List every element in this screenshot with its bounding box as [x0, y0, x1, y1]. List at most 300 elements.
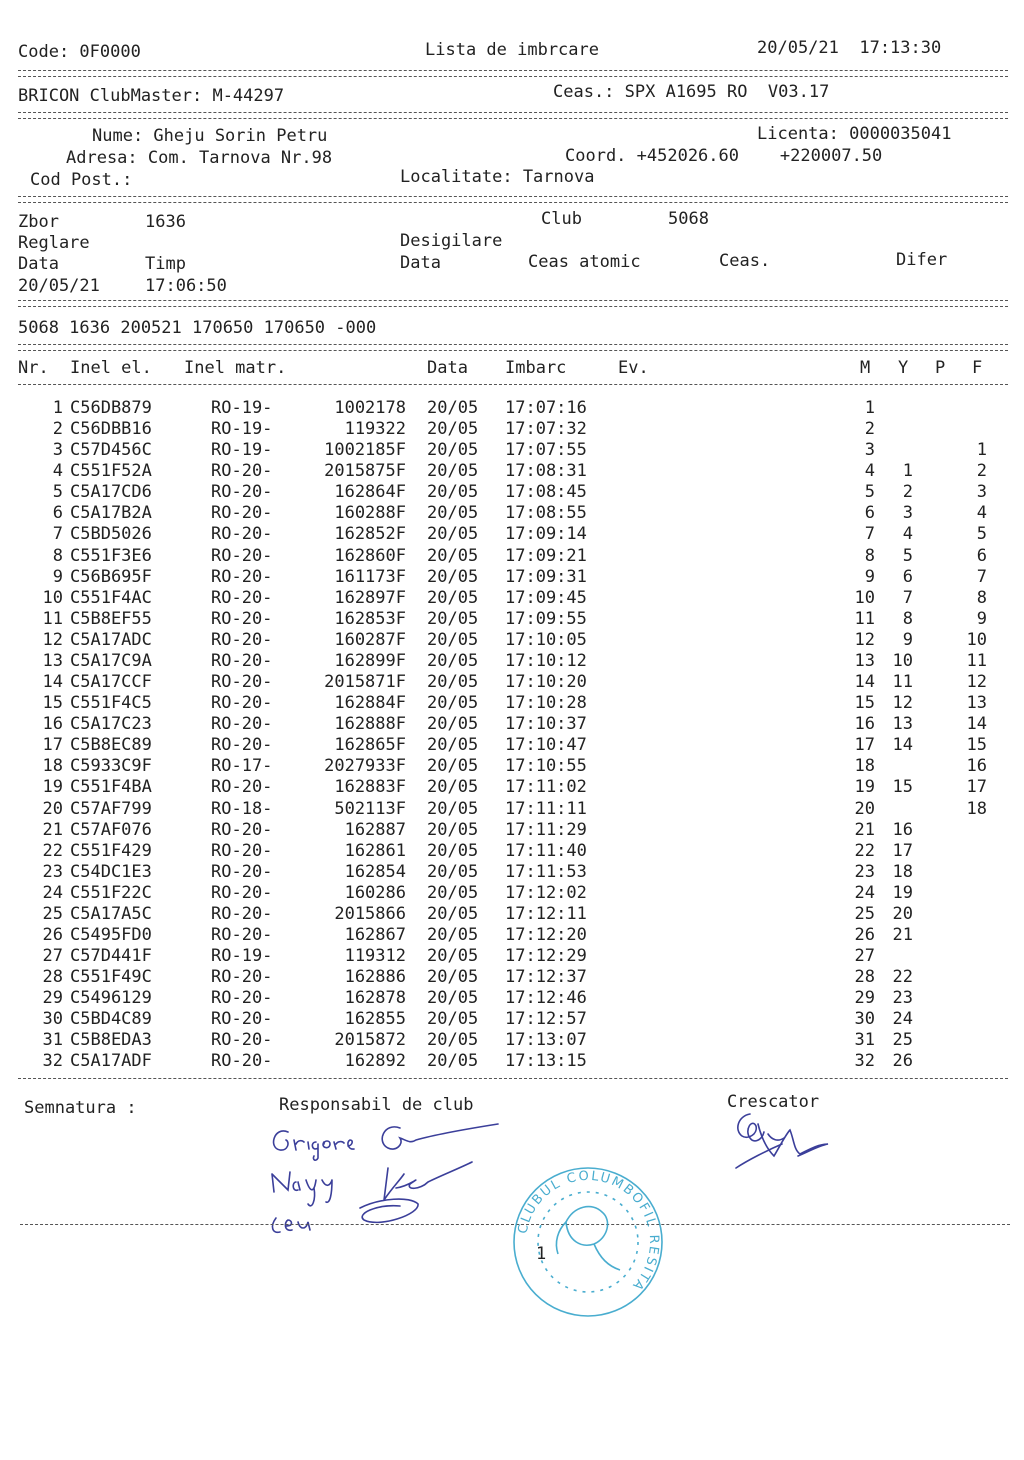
club-signatures: [260, 1118, 510, 1238]
rank-f: 7: [976, 566, 987, 587]
rank-m: 14: [854, 672, 875, 693]
electronic-ring: C57AF076: [70, 819, 152, 840]
rank-f: 8: [976, 587, 987, 608]
row-number: 13: [42, 650, 63, 671]
row-number: 7: [52, 524, 63, 545]
separator: [18, 384, 1008, 385]
rank-f: 3: [976, 482, 987, 503]
rank-f: 13: [966, 693, 987, 714]
unsealing-label: Desigilare: [400, 231, 503, 251]
arrival-time: 17:13:07: [505, 1030, 587, 1051]
rank-y: 6: [902, 566, 913, 587]
ring-number: 162855: [344, 1009, 406, 1030]
rank-y: 19: [892, 882, 913, 903]
rank-m: 19: [854, 777, 875, 798]
table-row: [0, 777, 1024, 798]
arrival-date: 20/05: [427, 1009, 479, 1030]
ring-number: 162861: [344, 840, 406, 861]
electronic-ring: C5A17C23: [70, 714, 152, 735]
row-number: 28: [42, 967, 63, 988]
ring-number: 160288F: [334, 503, 406, 524]
arrival-time: 17:11:40: [505, 840, 587, 861]
ring-prefix: RO-20-: [211, 608, 273, 629]
row-number: 6: [52, 503, 63, 524]
rank-y: 20: [892, 903, 913, 924]
rank-m: 6: [864, 503, 875, 524]
ring-number: 162867: [344, 925, 406, 945]
row-number: 16: [42, 714, 63, 735]
arrival-date: 20/05: [427, 925, 479, 945]
ring-number: 162854: [344, 861, 406, 882]
ring-number: 119322: [344, 419, 406, 440]
rank-f: 18: [966, 798, 987, 819]
rank-m: 21: [854, 819, 875, 840]
arrival-time: 17:12:46: [505, 988, 587, 1009]
row-number: 3: [52, 440, 63, 461]
owner-address: Adresa: Com. Tarnova Nr.98: [66, 148, 333, 168]
table-row: [0, 925, 1024, 946]
arrival-date: 20/05: [427, 735, 479, 756]
postal-code: Cod Post.:: [30, 170, 133, 190]
arrival-date: 20/05: [427, 672, 479, 693]
row-number: 18: [42, 756, 63, 777]
ring-prefix: RO-20-: [211, 566, 273, 587]
separator: [18, 118, 1008, 119]
electronic-ring: C56DBB16: [70, 419, 152, 440]
ring-prefix: RO-20-: [211, 903, 273, 924]
electronic-ring: C5B8EC89: [70, 735, 152, 756]
electronic-ring: C5495FD0: [70, 925, 152, 945]
ring-number: 162884F: [334, 693, 406, 714]
rank-m: 2: [864, 419, 875, 440]
row-number: 29: [42, 988, 63, 1009]
rank-m: 11: [854, 608, 875, 629]
arrival-date: 20/05: [427, 503, 479, 524]
row-number: 24: [42, 882, 63, 903]
ring-prefix: RO-20-: [211, 777, 273, 798]
rank-m: 24: [854, 882, 875, 903]
ring-number: 162886: [344, 967, 406, 988]
rank-m: 31: [854, 1030, 875, 1051]
ring-number: 2027933F: [324, 756, 406, 777]
clock-id: Ceas.: SPX A1695 RO V03.17: [553, 82, 830, 102]
row-number: 14: [42, 672, 63, 693]
document-title: Lista de imbrcare: [425, 40, 599, 60]
rank-m: 7: [864, 524, 875, 545]
ring-number: 2015871F: [324, 672, 406, 693]
arrival-time: 17:09:14: [505, 524, 587, 545]
row-number: 12: [42, 629, 63, 650]
col-p: P: [935, 358, 946, 378]
rank-f: 15: [966, 735, 987, 756]
arrival-date: 20/05: [427, 524, 479, 545]
rank-y: 5: [902, 545, 913, 566]
ring-number: 162883F: [334, 777, 406, 798]
table-row: [0, 799, 1024, 820]
arrival-time: 17:10:28: [505, 693, 587, 714]
ring-number: 162899F: [334, 650, 406, 671]
flight-number: 1636: [145, 212, 186, 232]
ring-number: 1002178: [334, 398, 406, 418]
table-row: [0, 883, 1024, 904]
row-number: 8: [52, 545, 63, 566]
arrival-time: 17:12:37: [505, 967, 587, 988]
arrival-date: 20/05: [427, 693, 479, 714]
separator: [18, 202, 1008, 203]
col-ev: Ev.: [618, 358, 649, 378]
rank-f: 6: [976, 545, 987, 566]
rank-y: 26: [892, 1051, 913, 1072]
arrival-time: 17:09:21: [505, 545, 587, 566]
rank-y: 22: [892, 967, 913, 988]
rank-y: 3: [902, 503, 913, 524]
electronic-ring: C57D441F: [70, 946, 152, 967]
electronic-ring: C56B695F: [70, 566, 152, 587]
ring-prefix: RO-20-: [211, 714, 273, 735]
row-number: 22: [42, 840, 63, 861]
ring-prefix: RO-20-: [211, 840, 273, 861]
ring-number: 162878: [344, 988, 406, 1009]
rank-y: 12: [892, 693, 913, 714]
owner-name: Nume: Gheju Sorin Petru: [92, 126, 328, 146]
rank-m: 12: [854, 629, 875, 650]
table-row: [0, 630, 1024, 651]
club-stamp: [508, 1162, 668, 1322]
ring-prefix: RO-20-: [211, 988, 273, 1009]
ring-number: 162888F: [334, 714, 406, 735]
arrival-time: 17:08:45: [505, 482, 587, 503]
arrival-date: 20/05: [427, 819, 479, 840]
arrival-date: 20/05: [427, 650, 479, 671]
flight-label: Zbor: [18, 212, 59, 232]
rank-y: 25: [892, 1030, 913, 1051]
rank-y: 16: [892, 819, 913, 840]
arrival-date: 20/05: [427, 946, 479, 967]
license-number: Licenta: 0000035041: [757, 124, 952, 144]
rank-y: 14: [892, 735, 913, 756]
row-number: 20: [42, 798, 63, 819]
electronic-ring: C5A17ADC: [70, 629, 152, 650]
arrival-time: 17:11:53: [505, 861, 587, 882]
arrival-date: 20/05: [427, 629, 479, 650]
difference-label: Difer: [896, 250, 948, 270]
electronic-ring: C5A17CCF: [70, 672, 152, 693]
arrival-date: 20/05: [427, 482, 479, 503]
electronic-ring: C5B8EDA3: [70, 1030, 152, 1051]
col-inel-el: Inel el.: [70, 358, 152, 378]
ring-prefix: RO-20-: [211, 461, 273, 482]
electronic-ring: C5933C9F: [70, 756, 152, 777]
rank-f: 11: [966, 650, 987, 671]
arrival-time: 17:10:47: [505, 735, 587, 756]
print-datetime: 20/05/21 17:13:30: [757, 38, 942, 58]
setting-label: Reglare: [18, 233, 90, 253]
rank-y: 10: [892, 650, 913, 671]
row-number: 32: [42, 1051, 63, 1072]
page-number: 1: [536, 1244, 547, 1264]
arrival-date: 20/05: [427, 461, 479, 482]
club-label: Club: [541, 209, 582, 229]
row-number: 9: [52, 566, 63, 587]
arrival-time: 17:12:57: [505, 1009, 587, 1030]
ring-prefix: RO-20-: [211, 967, 273, 988]
electronic-ring: C551F3E6: [70, 545, 152, 566]
table-row: [0, 714, 1024, 735]
col-f: F: [972, 358, 983, 378]
rank-f: 16: [966, 756, 987, 777]
document-code: Code: 0F0000: [18, 42, 141, 62]
ring-prefix: RO-20-: [211, 672, 273, 693]
electronic-ring: C5A17ADF: [70, 1051, 152, 1072]
rank-m: 25: [854, 903, 875, 924]
row-number: 31: [42, 1030, 63, 1051]
arrival-time: 17:11:02: [505, 777, 587, 798]
row-number: 25: [42, 903, 63, 924]
rank-m: 18: [854, 756, 875, 777]
ring-prefix: RO-20-: [211, 545, 273, 566]
arrival-time: 17:09:55: [505, 608, 587, 629]
signature-label: Semnatura :: [24, 1098, 137, 1118]
ring-number: 160286: [344, 882, 406, 903]
rank-m: 27: [854, 946, 875, 967]
rank-y: 23: [892, 988, 913, 1009]
separator: [18, 344, 1008, 345]
electronic-ring: C551F49C: [70, 967, 152, 988]
table-row: [0, 440, 1024, 461]
ring-prefix: RO-20-: [211, 503, 273, 524]
arrival-time: 17:12:20: [505, 925, 587, 945]
col-imbarc: Imbarc: [505, 358, 567, 378]
arrival-time: 17:10:55: [505, 756, 587, 777]
electronic-ring: C551F22C: [70, 882, 152, 903]
row-number: 4: [52, 461, 63, 482]
separator: [18, 112, 1008, 113]
ring-prefix: RO-20-: [211, 629, 273, 650]
row-number: 10: [42, 587, 63, 608]
ring-number: 162892: [344, 1051, 406, 1072]
arrival-date: 20/05: [427, 608, 479, 629]
ring-number: 2015872: [334, 1030, 406, 1051]
rank-f: 9: [976, 608, 987, 629]
arrival-date: 20/05: [427, 587, 479, 608]
arrival-date: 20/05: [427, 419, 479, 440]
table-row: [0, 946, 1024, 967]
electronic-ring: C551F52A: [70, 461, 152, 482]
arrival-time: 17:10:20: [505, 672, 587, 693]
ring-number: 160287F: [334, 629, 406, 650]
arrival-date: 20/05: [427, 545, 479, 566]
ring-prefix: RO-19-: [211, 398, 273, 418]
ring-prefix: RO-20-: [211, 587, 273, 608]
rank-m: 30: [854, 1009, 875, 1030]
rank-y: 11: [892, 672, 913, 693]
arrival-time: 17:08:55: [505, 503, 587, 524]
clock-label: Ceas.: [719, 251, 771, 271]
rank-m: 22: [854, 840, 875, 861]
date-label: Data: [400, 253, 441, 273]
ring-number: 2015866: [334, 903, 406, 924]
arrival-time: 17:10:12: [505, 650, 587, 671]
arrival-time: 17:08:31: [505, 461, 587, 482]
ring-prefix: RO-20-: [211, 1030, 273, 1051]
arrival-time: 17:07:55: [505, 440, 587, 461]
rank-y: 2: [902, 482, 913, 503]
row-number: 19: [42, 777, 63, 798]
table-row: [0, 862, 1024, 883]
arrival-date: 20/05: [427, 777, 479, 798]
arrival-date: 20/05: [427, 861, 479, 882]
table-row: [0, 672, 1024, 693]
rank-m: 20: [854, 798, 875, 819]
rank-f: 4: [976, 503, 987, 524]
ring-prefix: RO-17-: [211, 756, 273, 777]
date-label: Data: [18, 254, 59, 274]
ring-number: 502113F: [334, 798, 406, 819]
table-row: [0, 503, 1024, 524]
col-y: Y: [898, 358, 909, 378]
electronic-ring: C5BD4C89: [70, 1009, 152, 1030]
rank-f: 12: [966, 672, 987, 693]
setting-date: 20/05/21: [18, 276, 100, 296]
table-row: [0, 398, 1024, 419]
ring-number: 162897F: [334, 587, 406, 608]
rank-y: 7: [902, 587, 913, 608]
rank-y: 13: [892, 714, 913, 735]
ring-number: 162860F: [334, 545, 406, 566]
arrival-time: 17:12:29: [505, 946, 587, 967]
rank-m: 10: [854, 587, 875, 608]
arrival-date: 20/05: [427, 903, 479, 924]
rank-f: 1: [976, 440, 987, 461]
arrival-date: 20/05: [427, 440, 479, 461]
separator: [18, 300, 1008, 301]
rank-f: 17: [966, 777, 987, 798]
row-number: 26: [42, 925, 63, 945]
ring-prefix: RO-20-: [211, 735, 273, 756]
rank-m: 13: [854, 650, 875, 671]
rank-y: 1: [902, 461, 913, 482]
ring-number: 1002185F: [324, 440, 406, 461]
rank-m: 26: [854, 925, 875, 945]
breeder-label: Crescator: [727, 1092, 820, 1112]
rank-m: 3: [864, 440, 875, 461]
row-number: 5: [52, 482, 63, 503]
table-row: [0, 841, 1024, 862]
row-number: 2: [52, 419, 63, 440]
ring-prefix: RO-18-: [211, 798, 273, 819]
table-row: [0, 756, 1024, 777]
row-number: 15: [42, 693, 63, 714]
arrival-date: 20/05: [427, 1030, 479, 1051]
electronic-ring: C5BD5026: [70, 524, 152, 545]
table-row: [0, 482, 1024, 503]
row-number: 17: [42, 735, 63, 756]
table-row: [0, 651, 1024, 672]
rank-m: 32: [854, 1051, 875, 1072]
row-number: 23: [42, 861, 63, 882]
arrival-date: 20/05: [427, 1051, 479, 1072]
row-number: 11: [42, 608, 63, 629]
arrival-time: 17:10:37: [505, 714, 587, 735]
row-number: 30: [42, 1009, 63, 1030]
separator: [18, 70, 1008, 71]
ring-number: 161173F: [334, 566, 406, 587]
arrival-date: 20/05: [427, 967, 479, 988]
rank-m: 4: [864, 461, 875, 482]
col-inel-matr: Inel matr.: [184, 358, 287, 378]
ring-prefix: RO-20-: [211, 650, 273, 671]
arrival-time: 17:11:11: [505, 798, 587, 819]
ring-prefix: RO-20-: [211, 524, 273, 545]
row-number: 27: [42, 946, 63, 967]
table-row: [0, 735, 1024, 756]
table-row: [0, 1009, 1024, 1030]
rank-m: 5: [864, 482, 875, 503]
rank-m: 17: [854, 735, 875, 756]
system-id: BRICON ClubMaster: M-44297: [18, 86, 285, 106]
table-row: [0, 419, 1024, 440]
table-row: [0, 567, 1024, 588]
ring-prefix: RO-20-: [211, 693, 273, 714]
rank-y: 9: [902, 629, 913, 650]
row-number: 1: [52, 398, 63, 418]
electronic-ring: C57D456C: [70, 440, 152, 461]
rank-m: 16: [854, 714, 875, 735]
electronic-ring: C54DC1E3: [70, 861, 152, 882]
ring-number: 162864F: [334, 482, 406, 503]
ring-prefix: RO-20-: [211, 482, 273, 503]
separator: [18, 306, 1008, 307]
rank-y: 21: [892, 925, 913, 945]
electronic-ring: C5A17C9A: [70, 650, 152, 671]
ring-prefix: RO-20-: [211, 882, 273, 903]
locality: Localitate: Tarnova: [400, 167, 595, 187]
time-label: Timp: [145, 254, 186, 274]
rank-m: 29: [854, 988, 875, 1009]
table-row: [0, 988, 1024, 1009]
table-row: [0, 524, 1024, 545]
arrival-time: 17:11:29: [505, 819, 587, 840]
arrival-date: 20/05: [427, 398, 479, 418]
electronic-ring: C551F4C5: [70, 693, 152, 714]
arrival-date: 20/05: [427, 840, 479, 861]
separator: [18, 196, 1008, 197]
col-m: M: [860, 358, 871, 378]
table-row: [0, 461, 1024, 482]
electronic-ring: C5496129: [70, 988, 152, 1009]
rank-m: 9: [864, 566, 875, 587]
table-row: [0, 820, 1024, 841]
arrival-time: 17:10:05: [505, 629, 587, 650]
rank-y: 24: [892, 1009, 913, 1030]
arrival-date: 20/05: [427, 714, 479, 735]
rank-y: 4: [902, 524, 913, 545]
arrival-date: 20/05: [427, 566, 479, 587]
table-row: [0, 1051, 1024, 1072]
arrival-time: 17:09:45: [505, 587, 587, 608]
setting-time: 17:06:50: [145, 276, 227, 296]
flight-code-line: 5068 1636 200521 170650 170650 -000: [18, 318, 377, 338]
rank-y: 8: [902, 608, 913, 629]
electronic-ring: C57AF799: [70, 798, 152, 819]
ring-prefix: RO-19-: [211, 440, 273, 461]
ring-prefix: RO-19-: [211, 946, 273, 967]
table-row: [0, 546, 1024, 567]
table-row: [0, 1030, 1024, 1051]
arrival-time: 17:09:31: [505, 566, 587, 587]
electronic-ring: C5B8EF55: [70, 608, 152, 629]
electronic-ring: C5A17B2A: [70, 503, 152, 524]
